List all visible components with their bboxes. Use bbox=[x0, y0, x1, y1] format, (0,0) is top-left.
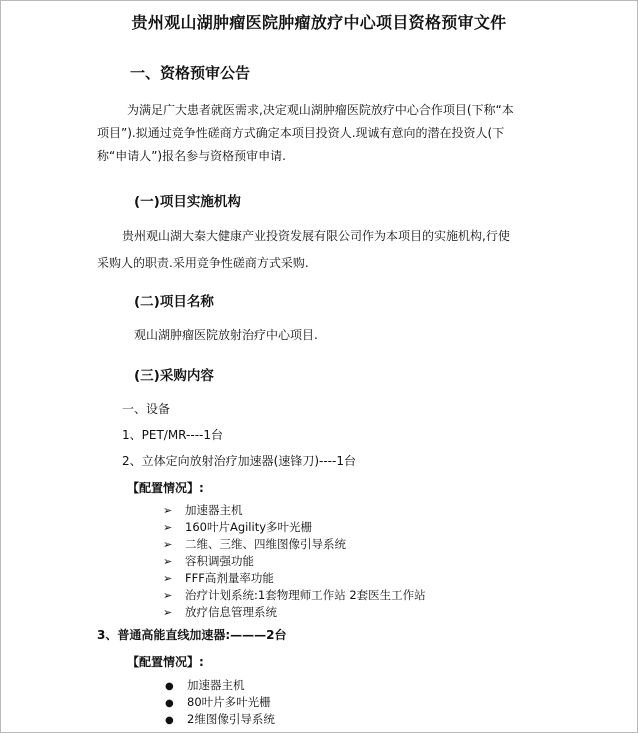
agency-line-2: 采购人的职责.采用竞争性磋商方式采购. bbox=[97, 256, 309, 270]
config-list-1-item: ➢ 容积调强功能 bbox=[163, 554, 254, 568]
dot-bullet-icon: ● bbox=[165, 681, 174, 692]
config-list-1-item: ➢ 治疗计划系统:1套物理师工作站 2套医生工作站 bbox=[163, 588, 426, 602]
agency-line-1: 贵州观山湖大秦大健康产业投资发展有限公司作为本项目的实施机构,行使 bbox=[122, 229, 510, 243]
config-list-1-item: ➢ 二维、三维、四维图像引导系统 bbox=[163, 537, 346, 551]
arrow-bullet-icon: ➢ bbox=[163, 606, 173, 619]
intro-line-2: 项目”).拟通过竞争性磋商方式确定本项目投资人.现诚有意向的潜在投资人(下 bbox=[97, 126, 505, 140]
config-list-1-item: ➢ 放疗信息管理系统 bbox=[163, 605, 277, 619]
project-name-text: 观山湖肿瘤医院放射治疗中心项目. bbox=[134, 328, 318, 342]
config-list-1-item: ➢ FFF高剂量率功能 bbox=[163, 571, 274, 585]
document-title: 贵州观山湖肿瘤医院肿瘤放疗中心项目资格预审文件 bbox=[131, 13, 507, 32]
config-label-1: 【配置情况】: bbox=[127, 481, 204, 495]
subheading-procurement-content: (三)采购内容 bbox=[134, 368, 214, 384]
arrow-bullet-icon: ➢ bbox=[163, 538, 173, 551]
intro-line-1: 为满足广大患者就医需求,决定观山湖肿瘤医院放疗中心合作项目(下称“本 bbox=[127, 103, 514, 117]
config-label-2: 【配置情况】: bbox=[127, 655, 204, 669]
subheading-implementing-agency: (一)项目实施机构 bbox=[134, 194, 241, 210]
config-list-1-item: ➢ 160叶片Agility多叶光栅 bbox=[163, 520, 313, 534]
config-list-1-item: ➢ 加速器主机 bbox=[163, 503, 243, 517]
equipment-item-3: 3、普通高能直线加速器:———2台 bbox=[97, 628, 287, 642]
arrow-bullet-icon: ➢ bbox=[163, 572, 173, 585]
config-list-2-item: ● 加速器主机 bbox=[165, 678, 245, 692]
equipment-heading: 一、设备 bbox=[122, 402, 171, 416]
subheading-project-name: (二)项目名称 bbox=[134, 294, 214, 310]
arrow-bullet-icon: ➢ bbox=[163, 504, 173, 517]
config-list-2-item: ● 80叶片多叶光栅 bbox=[165, 695, 271, 709]
dot-bullet-icon: ● bbox=[165, 698, 174, 709]
arrow-bullet-icon: ➢ bbox=[163, 521, 173, 534]
section-heading-prequalification-notice: 一、资格预审公告 bbox=[130, 64, 251, 82]
dot-bullet-icon: ● bbox=[165, 715, 174, 726]
equipment-item-2: 2、立体定向放射治疗加速器(速锋刀)----1台 bbox=[122, 454, 356, 468]
equipment-item-1: 1、PET/MR----1台 bbox=[122, 428, 223, 442]
arrow-bullet-icon: ➢ bbox=[163, 589, 173, 602]
config-list-2-item: ● 2维图像引导系统 bbox=[165, 712, 275, 726]
intro-line-3: 称“申请人”)报名参与资格预审申请. bbox=[97, 149, 286, 163]
arrow-bullet-icon: ➢ bbox=[163, 555, 173, 568]
